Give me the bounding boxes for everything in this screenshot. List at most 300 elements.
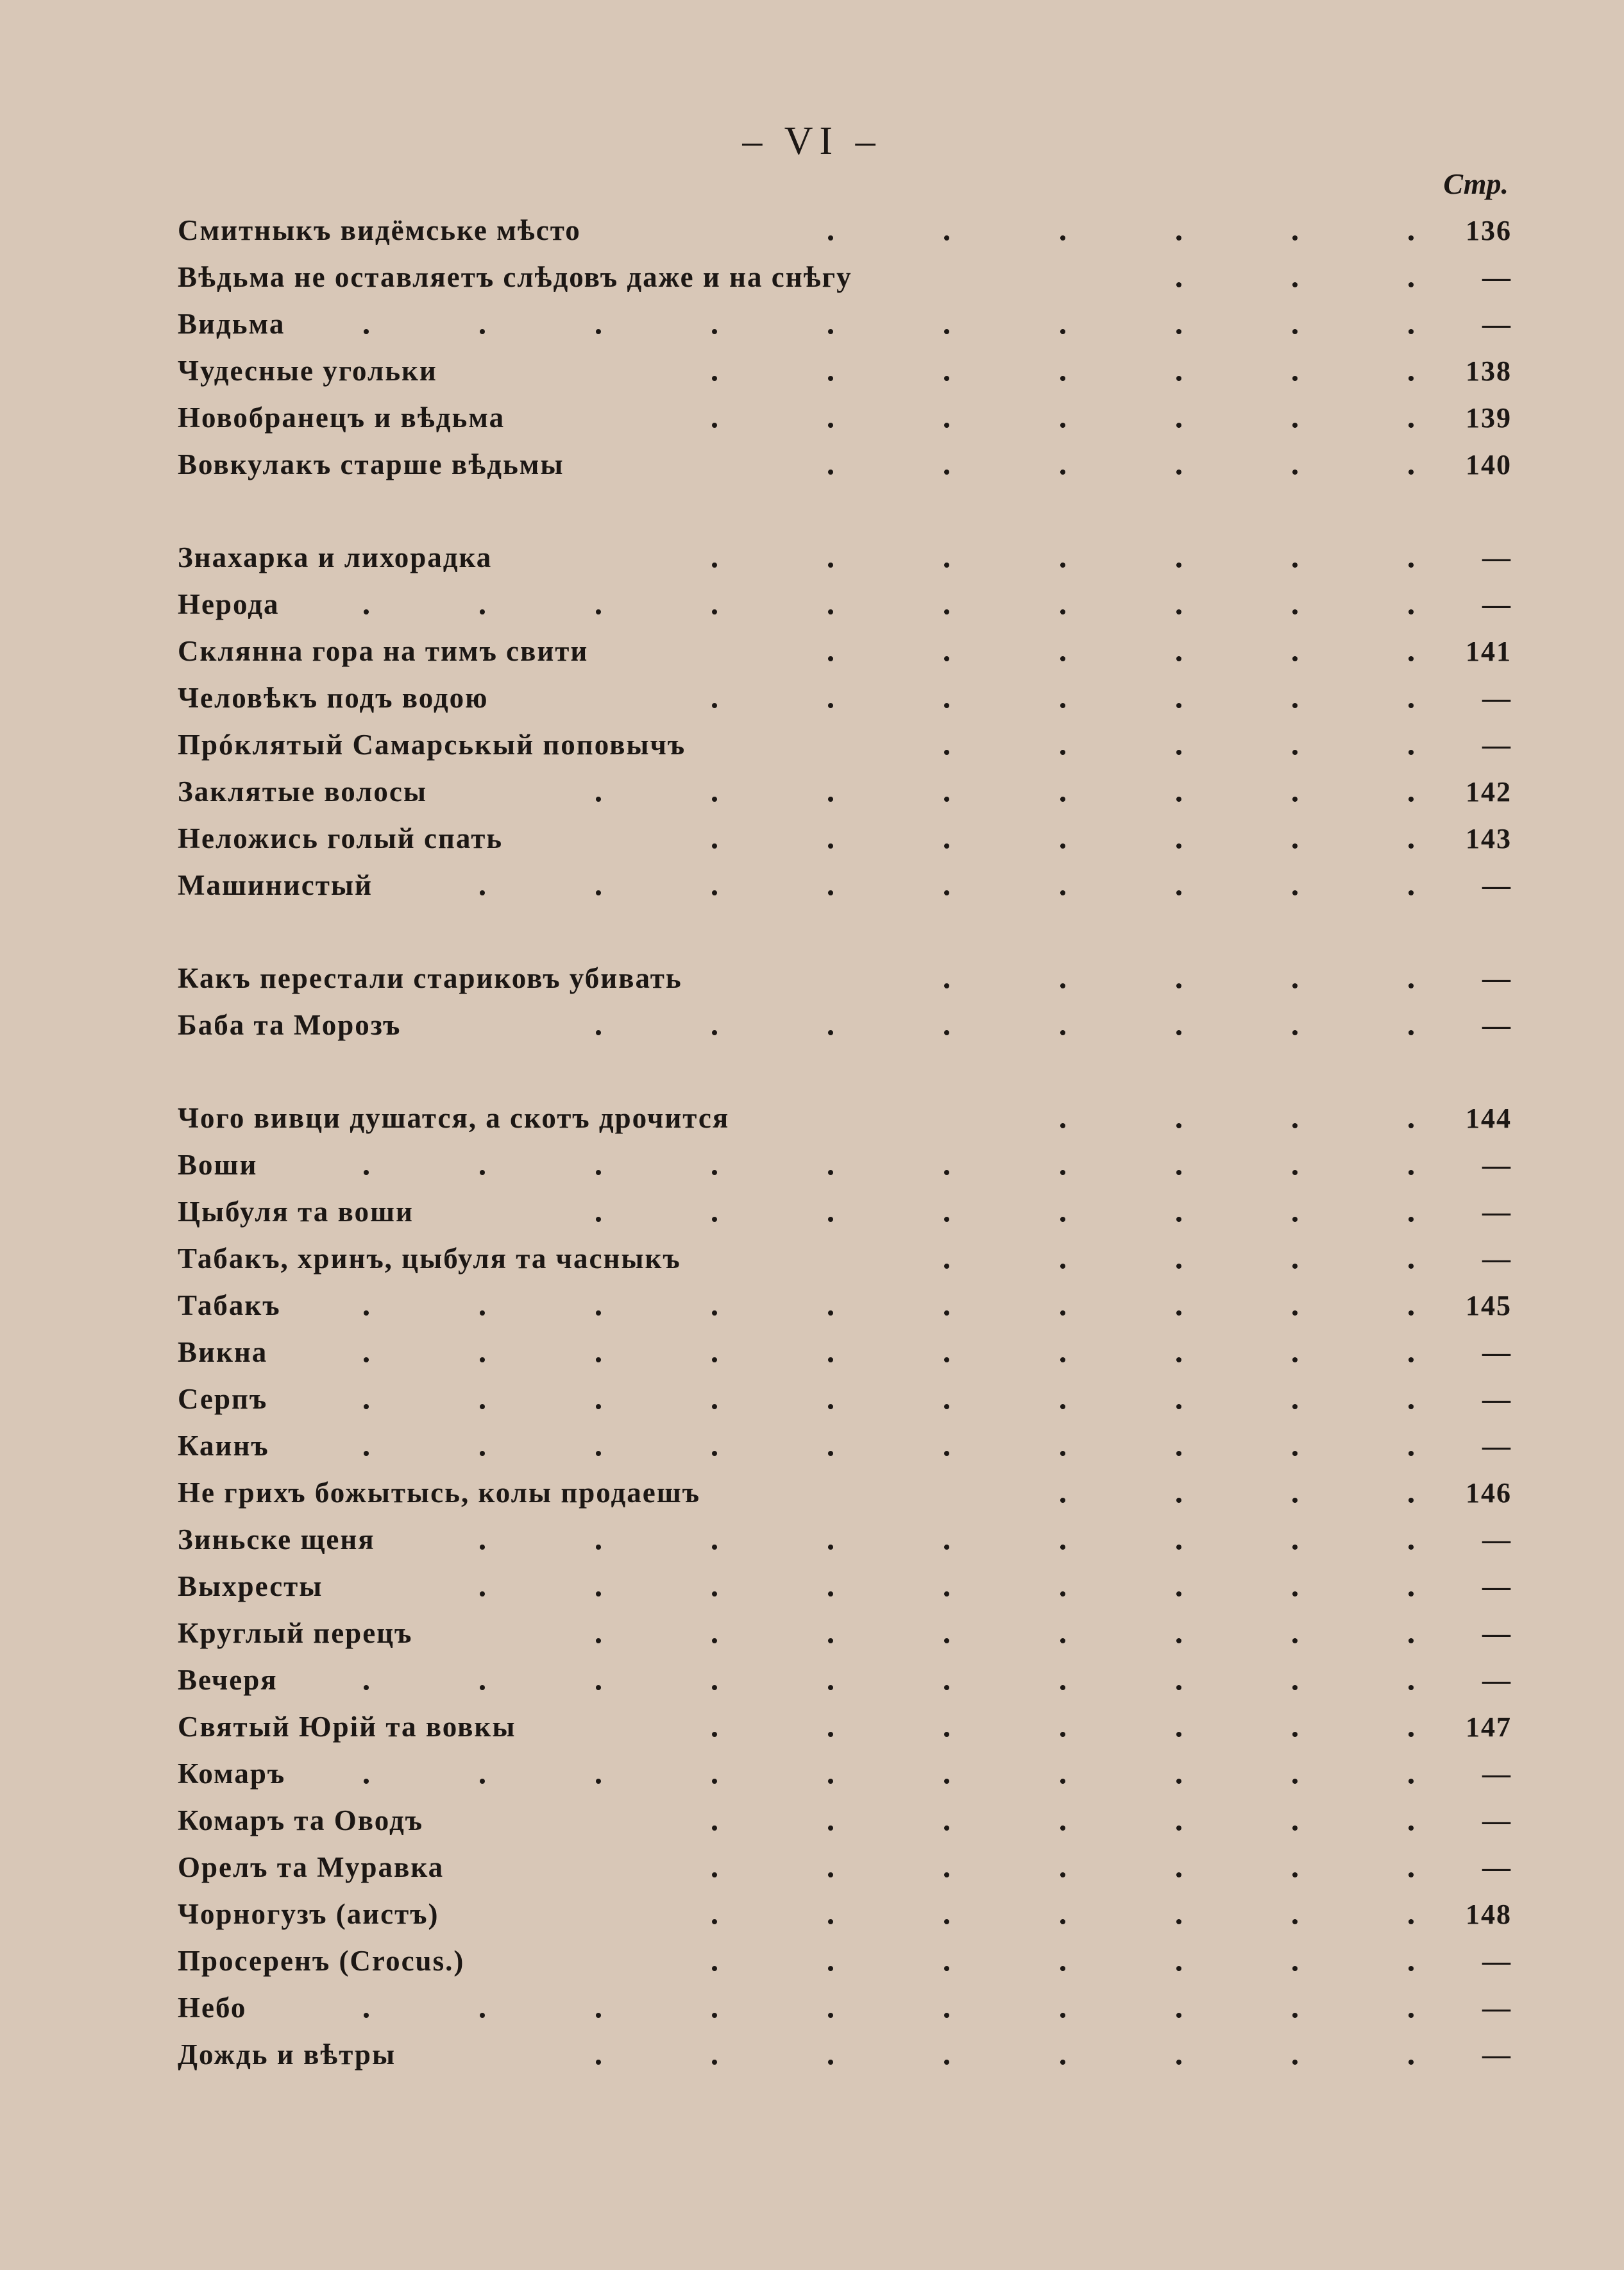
leader-dot <box>944 703 949 708</box>
toc-entry-title: Человѣкъ подъ водою <box>178 682 489 714</box>
leader-dot <box>1292 1638 1298 1643</box>
leader-dot <box>1408 282 1414 287</box>
leader-dot <box>596 1357 601 1362</box>
leader-dot <box>1060 376 1065 381</box>
leader-dot <box>828 1825 833 1831</box>
leader-dot <box>1060 1638 1065 1643</box>
leader-dot <box>1176 235 1181 241</box>
toc-entry-title: Просеренъ (Crocus.) <box>178 1945 465 1977</box>
toc-entry-title: Орелъ та Муравка <box>178 1851 444 1883</box>
toc-entry-title: Каинъ <box>178 1430 269 1462</box>
leader-dot <box>1292 1825 1298 1831</box>
leader-dot <box>1408 1825 1414 1831</box>
leader-dot <box>596 1217 601 1222</box>
toc-entry-page: — <box>1482 1664 1512 1696</box>
toc-entry-page: 138 <box>1466 355 1512 387</box>
leader-dot <box>1292 983 1298 988</box>
leader-dot <box>596 1685 601 1690</box>
toc-entry-title: Баба та Морозъ <box>178 1009 402 1041</box>
leader-dot <box>1408 750 1414 755</box>
leader-dot <box>1292 2013 1298 2018</box>
leader-dot <box>1176 1170 1181 1175</box>
leader-dot <box>712 1919 717 1924</box>
leader-dot <box>1060 1357 1065 1362</box>
toc-entry <box>178 207 1512 254</box>
leader-dot <box>1408 1357 1414 1362</box>
toc-entry-page: — <box>1482 1758 1512 1790</box>
toc-entry <box>178 1329 1512 1376</box>
leader-dot <box>944 609 949 614</box>
dot-leader <box>364 441 1460 488</box>
toc-entry-page: 144 <box>1466 1103 1512 1134</box>
leader-dot <box>828 1966 833 1971</box>
leader-dot <box>1060 2013 1065 2018</box>
leader-dot <box>712 1545 717 1550</box>
toc-entry-page: 147 <box>1466 1711 1512 1743</box>
leader-dot <box>828 1310 833 1316</box>
leader-dot <box>1176 843 1181 849</box>
leader-dot <box>828 1919 833 1924</box>
leader-dot <box>1292 329 1298 334</box>
leader-dot <box>944 983 949 988</box>
dot-leader <box>364 207 1460 254</box>
leader-dot <box>1292 1732 1298 1737</box>
leader-dot <box>828 1872 833 1877</box>
toc-entry-title: Прóклятый Самарськый поповычъ <box>178 729 686 761</box>
leader-dot <box>1176 890 1181 895</box>
leader-dot <box>1176 1498 1181 1503</box>
dot-leader <box>364 1002 1460 1049</box>
dot-leader <box>364 1938 1460 1985</box>
toc-entry-page: — <box>1482 963 1512 994</box>
leader-dot <box>944 2013 949 2018</box>
toc-entry <box>178 628 1512 675</box>
leader-dot <box>828 1217 833 1222</box>
toc-entry-title: Выхресты <box>178 1570 323 1602</box>
leader-dot <box>944 563 949 568</box>
leader-dot <box>1408 890 1414 895</box>
leader-dot <box>1060 1872 1065 1877</box>
toc-entry-title: Серпъ <box>178 1383 268 1415</box>
leader-dot <box>1060 890 1065 895</box>
dot-leader <box>364 722 1460 768</box>
toc-entry <box>178 1610 1512 1657</box>
leader-dot <box>944 423 949 428</box>
toc-entry-page: — <box>1482 682 1512 714</box>
leader-dot <box>1292 563 1298 568</box>
leader-dot <box>828 2013 833 2018</box>
dot-leader <box>364 675 1460 722</box>
leader-dot <box>828 1732 833 1737</box>
toc-entry <box>178 1470 1512 1516</box>
leader-dot <box>944 1030 949 1035</box>
toc-entry <box>178 1189 1512 1235</box>
leader-dot <box>1176 1451 1181 1456</box>
leader-dot <box>712 1779 717 1784</box>
leader-dot <box>1292 1966 1298 1971</box>
toc-entry <box>178 768 1512 815</box>
leader-dot <box>1060 1825 1065 1831</box>
leader-dot <box>828 1591 833 1597</box>
leader-dot <box>712 329 717 334</box>
leader-dot <box>1060 843 1065 849</box>
leader-dot <box>1408 2060 1414 2065</box>
leader-dot <box>1176 1591 1181 1597</box>
leader-dot <box>1060 983 1065 988</box>
toc-entry-title: Табакъ <box>178 1289 281 1321</box>
leader-dot <box>1408 1732 1414 1737</box>
toc-entry <box>178 815 1512 862</box>
toc-entry <box>178 534 1512 581</box>
toc-entry-page: — <box>1482 1992 1512 2024</box>
toc-entry-page: — <box>1482 262 1512 293</box>
dot-leader <box>364 254 1460 301</box>
leader-dot <box>1408 843 1414 849</box>
leader-dot <box>1292 1123 1298 1128</box>
leader-dot <box>944 470 949 475</box>
leader-dot <box>1060 1732 1065 1737</box>
leader-dot <box>712 423 717 428</box>
leader-dot <box>1408 329 1414 334</box>
leader-dot <box>1292 1451 1298 1456</box>
toc-entry-page: — <box>1482 1805 1512 1836</box>
leader-dot <box>1176 470 1181 475</box>
leader-dot <box>828 329 833 334</box>
dot-leader <box>364 1704 1460 1750</box>
toc-entry <box>178 581 1512 628</box>
leader-dot <box>1292 890 1298 895</box>
leader-dot <box>1060 1685 1065 1690</box>
leader-dot <box>944 1919 949 1924</box>
leader-dot <box>1060 1545 1065 1550</box>
toc-entry-title: Табакъ, хринъ, цыбуля та часныкъ <box>178 1242 681 1275</box>
leader-dot <box>1292 609 1298 614</box>
leader-dot <box>944 376 949 381</box>
leader-dot <box>712 2060 717 2065</box>
leader-dot <box>364 329 369 334</box>
leader-dot <box>1292 843 1298 849</box>
leader-dot <box>480 609 485 614</box>
dot-leader <box>364 1095 1460 1142</box>
leader-dot <box>1060 563 1065 568</box>
leader-dot <box>828 376 833 381</box>
leader-dot <box>1060 1170 1065 1175</box>
dot-leader <box>364 2031 1460 2078</box>
leader-dot <box>944 1545 949 1550</box>
leader-dot <box>1292 1872 1298 1877</box>
leader-dot <box>828 1685 833 1690</box>
toc-entry-page: 136 <box>1466 215 1512 246</box>
leader-dot <box>1176 703 1181 708</box>
leader-dot <box>1292 1357 1298 1362</box>
page-number: – VI – <box>742 119 882 163</box>
leader-dot <box>712 1217 717 1222</box>
leader-dot <box>596 2060 601 2065</box>
leader-dot <box>828 2060 833 2065</box>
toc-entry <box>178 1142 1512 1189</box>
dot-leader <box>364 1610 1460 1657</box>
leader-dot <box>1408 797 1414 802</box>
toc-entry-page: — <box>1482 309 1512 340</box>
leader-dot <box>1292 797 1298 802</box>
leader-dot <box>1408 423 1414 428</box>
leader-dot <box>1408 1966 1414 1971</box>
toc-entry <box>178 348 1512 394</box>
leader-dot <box>1408 1638 1414 1643</box>
leader-dot <box>1408 470 1414 475</box>
leader-dot <box>712 703 717 708</box>
leader-dot <box>1060 1779 1065 1784</box>
leader-dot <box>1176 797 1181 802</box>
leader-dot <box>1176 1404 1181 1409</box>
leader-dot <box>1176 1966 1181 1971</box>
leader-dot <box>944 1638 949 1643</box>
toc-entry-page: — <box>1482 1010 1512 1041</box>
leader-dot <box>596 1170 601 1175</box>
leader-dot <box>1292 1545 1298 1550</box>
leader-dot <box>1176 1872 1181 1877</box>
dot-leader <box>364 1282 1460 1329</box>
toc-entry-page: — <box>1482 1524 1512 1555</box>
dot-leader <box>364 534 1460 581</box>
toc-entry-title: Машинистый <box>178 869 373 901</box>
toc-entry <box>178 301 1512 348</box>
toc-entry-title: Новобранецъ и вѣдьма <box>178 402 505 434</box>
dot-leader <box>364 628 1460 675</box>
leader-dot <box>1060 1030 1065 1035</box>
leader-dot <box>596 329 601 334</box>
leader-dot <box>596 1591 601 1597</box>
toc-entry-page: 141 <box>1466 636 1512 667</box>
leader-dot <box>944 1872 949 1877</box>
leader-dot <box>1292 470 1298 475</box>
dot-leader <box>364 1329 1460 1376</box>
toc-entry-page: — <box>1482 1337 1512 1368</box>
toc-entry-page: 139 <box>1466 402 1512 434</box>
toc-entry <box>178 1750 1512 1797</box>
leader-dot <box>1060 750 1065 755</box>
leader-dot <box>828 1545 833 1550</box>
toc-entry-title: Видьма <box>178 308 285 340</box>
leader-dot <box>1408 1264 1414 1269</box>
toc-entry-title: Склянна гора на тимъ свити <box>178 635 589 667</box>
toc-entry <box>178 2031 1512 2078</box>
leader-dot <box>828 1170 833 1175</box>
leader-dot <box>1292 1264 1298 1269</box>
leader-dot <box>828 1357 833 1362</box>
toc-entry-title: Чого вивци душатся, а скотъ дрочится <box>178 1102 730 1134</box>
dot-leader <box>364 1142 1460 1189</box>
leader-dot <box>1408 609 1414 614</box>
leader-dot <box>712 376 717 381</box>
leader-dot <box>1176 1638 1181 1643</box>
leader-dot <box>480 1404 485 1409</box>
toc-entry <box>178 1423 1512 1470</box>
leader-dot <box>364 1170 369 1175</box>
leader-dot <box>944 1591 949 1597</box>
leader-dot <box>480 890 485 895</box>
leader-dot <box>596 890 601 895</box>
leader-dot <box>1292 1404 1298 1409</box>
leader-dot <box>1292 1919 1298 1924</box>
leader-dot <box>712 1638 717 1643</box>
toc-entry-page: 143 <box>1466 823 1512 854</box>
toc-entry-page: 140 <box>1466 449 1512 480</box>
toc-entry <box>178 1516 1512 1563</box>
leader-dot <box>1292 2060 1298 2065</box>
leader-dot <box>944 1170 949 1175</box>
leader-dot <box>944 797 949 802</box>
toc-entry-title: Комаръ та Оводъ <box>178 1804 423 1836</box>
dot-leader <box>364 581 1460 628</box>
dot-leader <box>364 1563 1460 1610</box>
leader-dot <box>944 843 949 849</box>
toc-entry-page: — <box>1482 589 1512 620</box>
leader-dot <box>1408 656 1414 661</box>
leader-dot <box>1176 1264 1181 1269</box>
toc-entry-title: Вѣдьма не оставляетъ слѣдовъ даже и на снѣгу <box>178 261 852 293</box>
toc-entry-title: Вовкулакъ старше вѣдьмы <box>178 448 564 480</box>
leader-dot <box>596 1451 601 1456</box>
leader-dot <box>1292 1170 1298 1175</box>
leader-dot <box>1176 1357 1181 1362</box>
leader-dot <box>828 1451 833 1456</box>
leader-dot <box>596 1310 601 1316</box>
toc-entry-title: Воши <box>178 1149 258 1181</box>
toc-entry-title: Цыбуля та воши <box>178 1196 414 1228</box>
toc-entry <box>178 1985 1512 2031</box>
leader-dot <box>1408 1919 1414 1924</box>
leader-dot <box>1060 470 1065 475</box>
leader-dot <box>1060 2060 1065 2065</box>
toc-entry <box>178 1376 1512 1423</box>
leader-dot <box>364 609 369 614</box>
leader-dot <box>944 1264 949 1269</box>
leader-dot <box>712 1966 717 1971</box>
leader-dot <box>1292 282 1298 287</box>
leader-dot <box>712 1357 717 1362</box>
leader-dot <box>1408 1685 1414 1690</box>
dot-leader <box>364 1376 1460 1423</box>
leader-dot <box>712 1451 717 1456</box>
leader-dot <box>1408 2013 1414 2018</box>
leader-dot <box>1408 1545 1414 1550</box>
leader-dot <box>480 1310 485 1316</box>
toc-entry <box>178 1891 1512 1938</box>
leader-dot <box>1176 1685 1181 1690</box>
toc-entry-title: Вечеря <box>178 1664 278 1696</box>
leader-dot <box>1408 235 1414 241</box>
dot-leader <box>364 768 1460 815</box>
leader-dot <box>1176 1310 1181 1316</box>
leader-dot <box>1176 1123 1181 1128</box>
toc-entry <box>178 441 1512 488</box>
toc-entry <box>178 1282 1512 1329</box>
leader-dot <box>712 1170 717 1175</box>
leader-dot <box>364 1451 369 1456</box>
leader-dot <box>1292 1498 1298 1503</box>
leader-dot <box>1176 563 1181 568</box>
toc-entry-title: Святый Юрій та вовкы <box>178 1711 516 1743</box>
leader-dot <box>364 1685 369 1690</box>
leader-dot <box>828 235 833 241</box>
leader-dot <box>712 1685 717 1690</box>
leader-dot <box>596 1404 601 1409</box>
leader-dot <box>1292 656 1298 661</box>
page-column-label: Стр. <box>1443 167 1509 200</box>
toc-entry-title: Чудесные угольки <box>178 355 437 387</box>
leader-dot <box>364 1404 369 1409</box>
leader-dot <box>712 1030 717 1035</box>
leader-dot <box>1176 2013 1181 2018</box>
leader-dot <box>712 843 717 849</box>
leader-dot <box>1176 423 1181 428</box>
dot-leader <box>364 1235 1460 1282</box>
leader-dot <box>480 329 485 334</box>
leader-dot <box>1292 1779 1298 1784</box>
leader-dot <box>712 563 717 568</box>
toc-entry <box>178 1704 1512 1750</box>
leader-dot <box>1408 1404 1414 1409</box>
toc-entry <box>178 1235 1512 1282</box>
toc-entry-page: — <box>1482 542 1512 573</box>
leader-dot <box>1176 1732 1181 1737</box>
leader-dot <box>1408 1170 1414 1175</box>
toc-entry <box>178 1002 1512 1049</box>
toc-entry <box>178 675 1512 722</box>
toc-entry <box>178 1797 1512 1844</box>
toc-entry-title: Дождь и вѣтры <box>178 2038 396 2071</box>
leader-dot <box>1060 656 1065 661</box>
leader-dot <box>712 1732 717 1737</box>
dot-leader <box>364 348 1460 394</box>
leader-dot <box>364 2013 369 2018</box>
toc-entry-title: Неложись голый спать <box>178 822 503 854</box>
leader-dot <box>944 1404 949 1409</box>
toc-entry-page: — <box>1482 1571 1512 1602</box>
toc-entry-page: 142 <box>1466 776 1512 808</box>
dot-leader <box>364 815 1460 862</box>
leader-dot <box>1292 703 1298 708</box>
leader-dot <box>944 1357 949 1362</box>
leader-dot <box>828 1779 833 1784</box>
leader-dot <box>1176 2060 1181 2065</box>
toc-entry <box>178 1938 1512 1985</box>
leader-dot <box>1408 983 1414 988</box>
leader-dot <box>1176 376 1181 381</box>
leader-dot <box>944 1685 949 1690</box>
toc-entry-title: Знахарка и лихорадка <box>178 541 493 573</box>
dot-leader <box>364 1423 1460 1470</box>
toc-entry-title: Какъ перестали стариковъ убивать <box>178 962 682 994</box>
leader-dot <box>828 609 833 614</box>
leader-dot <box>828 890 833 895</box>
toc-entry <box>178 722 1512 768</box>
toc-entry-page: — <box>1482 1384 1512 1415</box>
leader-dot <box>828 1404 833 1409</box>
leader-dot <box>712 1872 717 1877</box>
leader-dot <box>1176 282 1181 287</box>
leader-dot <box>944 656 949 661</box>
toc-entry-page: — <box>1482 1430 1512 1462</box>
leader-dot <box>944 329 949 334</box>
leader-dot <box>1060 1404 1065 1409</box>
toc-entry-page: 148 <box>1466 1899 1512 1930</box>
leader-dot <box>944 890 949 895</box>
leader-dot <box>1292 1685 1298 1690</box>
leader-dot <box>1408 1779 1414 1784</box>
leader-dot <box>712 1310 717 1316</box>
